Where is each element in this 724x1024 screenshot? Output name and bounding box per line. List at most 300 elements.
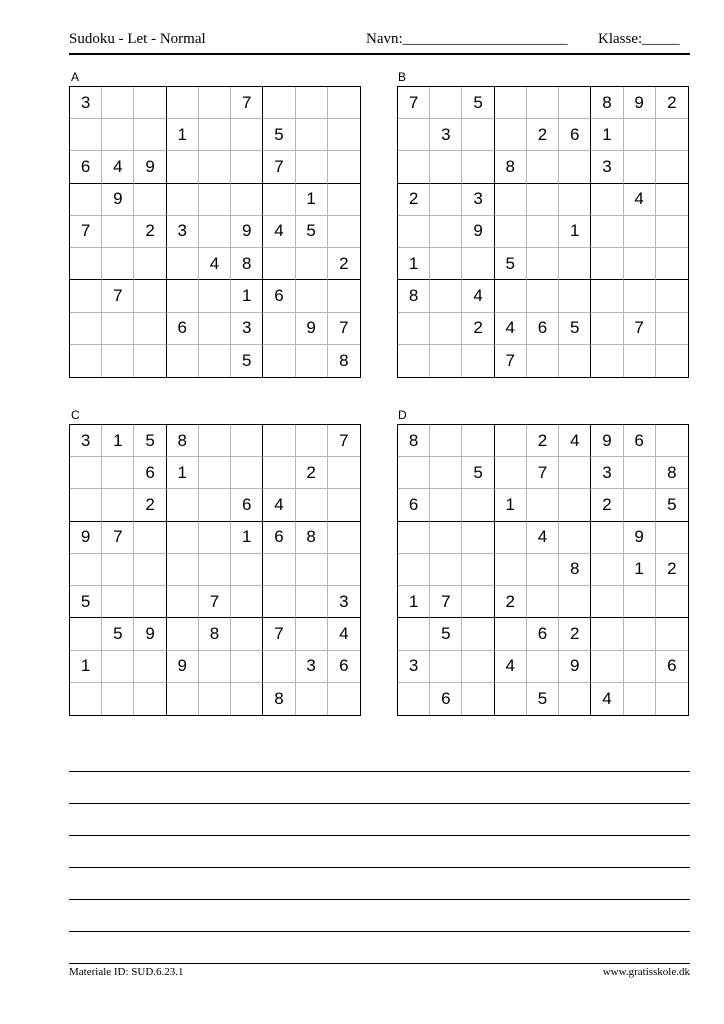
- sudoku-cell[interactable]: [559, 345, 591, 377]
- sudoku-cell[interactable]: [462, 119, 494, 151]
- sudoku-cell[interactable]: [624, 651, 656, 683]
- sudoku-cell[interactable]: 1: [167, 119, 199, 151]
- sudoku-cell[interactable]: [70, 184, 102, 216]
- sudoku-cell[interactable]: 1: [102, 425, 134, 457]
- sudoku-cell[interactable]: [656, 151, 688, 183]
- sudoku-cell[interactable]: 5: [231, 345, 263, 377]
- sudoku-cell[interactable]: [199, 651, 231, 683]
- sudoku-cell[interactable]: [231, 119, 263, 151]
- sudoku-cell[interactable]: [102, 683, 134, 715]
- sudoku-cell[interactable]: [462, 683, 494, 715]
- sudoku-cell[interactable]: [559, 586, 591, 618]
- sudoku-cell[interactable]: [70, 457, 102, 489]
- sudoku-cell[interactable]: [70, 248, 102, 280]
- sudoku-cell[interactable]: 4: [328, 618, 360, 650]
- sudoku-cell[interactable]: [199, 313, 231, 345]
- sudoku-cell[interactable]: [559, 184, 591, 216]
- sudoku-cell[interactable]: [263, 87, 295, 119]
- sudoku-cell[interactable]: [134, 651, 166, 683]
- sudoku-cell[interactable]: [559, 87, 591, 119]
- sudoku-cell[interactable]: 1: [296, 184, 328, 216]
- sudoku-cell[interactable]: 8: [339, 350, 349, 370]
- sudoku-cell[interactable]: [231, 586, 263, 618]
- sudoku-cell[interactable]: [328, 522, 360, 554]
- sudoku-cell[interactable]: [495, 216, 527, 248]
- sudoku-cell[interactable]: [328, 280, 360, 312]
- sudoku-cell[interactable]: [559, 457, 591, 489]
- sudoku-cell[interactable]: [102, 87, 134, 119]
- sudoku-cell[interactable]: [102, 457, 134, 489]
- sudoku-cell[interactable]: [70, 280, 102, 312]
- sudoku-cell[interactable]: 2: [134, 489, 166, 521]
- sudoku-cell[interactable]: [527, 151, 559, 183]
- sudoku-cell[interactable]: 9: [296, 313, 328, 345]
- sudoku-cell[interactable]: [398, 618, 430, 650]
- sudoku-cell[interactable]: [495, 87, 527, 119]
- sudoku-cell[interactable]: [134, 554, 166, 586]
- sudoku-cell[interactable]: [430, 248, 462, 280]
- sudoku-cell[interactable]: 5: [134, 425, 166, 457]
- sudoku-cell[interactable]: 7: [199, 586, 231, 618]
- sudoku-cell[interactable]: [656, 618, 688, 650]
- sudoku-cell[interactable]: [527, 586, 559, 618]
- sudoku-cell[interactable]: [263, 313, 295, 345]
- sudoku-cell[interactable]: 6: [527, 313, 559, 345]
- sudoku-cell[interactable]: [199, 554, 231, 586]
- sudoku-cell[interactable]: 8: [199, 618, 231, 650]
- sudoku-cell[interactable]: 2: [134, 216, 166, 248]
- sudoku-cell[interactable]: [559, 522, 591, 554]
- sudoku-cell[interactable]: [591, 216, 623, 248]
- sudoku-cell[interactable]: 8: [263, 683, 295, 715]
- sudoku-cell[interactable]: [527, 248, 559, 280]
- sudoku-cell[interactable]: 6: [328, 651, 360, 683]
- sudoku-cell[interactable]: [167, 683, 199, 715]
- sudoku-cell[interactable]: [430, 313, 462, 345]
- sudoku-cell[interactable]: [199, 457, 231, 489]
- sudoku-cell[interactable]: 9: [231, 216, 263, 248]
- sudoku-cell[interactable]: 8: [656, 457, 688, 489]
- sudoku-cell[interactable]: [591, 248, 623, 280]
- sudoku-cell[interactable]: [527, 280, 559, 312]
- sudoku-cell[interactable]: 7: [624, 313, 656, 345]
- sudoku-cell[interactable]: [167, 280, 199, 312]
- sudoku-cell[interactable]: 7: [70, 216, 102, 248]
- sudoku-cell[interactable]: [167, 345, 199, 377]
- sudoku-cell[interactable]: [70, 119, 102, 151]
- sudoku-cell[interactable]: [430, 457, 462, 489]
- sudoku-cell[interactable]: [591, 184, 623, 216]
- sudoku-cell[interactable]: 1: [559, 216, 591, 248]
- sudoku-cell[interactable]: [462, 554, 494, 586]
- sudoku-cell[interactable]: [527, 184, 559, 216]
- sudoku-cell[interactable]: [70, 683, 102, 715]
- sudoku-cell[interactable]: 7: [263, 618, 295, 650]
- sudoku-cell[interactable]: [430, 425, 462, 457]
- sudoku-cell[interactable]: [102, 345, 134, 377]
- sudoku-cell[interactable]: [527, 651, 559, 683]
- sudoku-cell[interactable]: 9: [624, 522, 656, 554]
- sudoku-cell[interactable]: [167, 87, 199, 119]
- sudoku-cell[interactable]: [231, 184, 263, 216]
- sudoku-cell[interactable]: 7: [527, 457, 559, 489]
- sudoku-cell[interactable]: [296, 586, 328, 618]
- sudoku-cell[interactable]: [398, 554, 430, 586]
- sudoku-cell[interactable]: [398, 345, 430, 377]
- sudoku-cell[interactable]: [134, 248, 166, 280]
- website-link[interactable]: www.gratisskole.dk: [602, 966, 690, 978]
- sudoku-cell[interactable]: [527, 489, 559, 521]
- sudoku-cell[interactable]: [559, 489, 591, 521]
- sudoku-cell[interactable]: [624, 216, 656, 248]
- sudoku-cell[interactable]: 9: [167, 651, 199, 683]
- sudoku-cell[interactable]: [167, 554, 199, 586]
- sudoku-cell[interactable]: [263, 554, 295, 586]
- sudoku-cell[interactable]: 1: [167, 457, 199, 489]
- sudoku-cell[interactable]: [656, 216, 688, 248]
- sudoku-cell[interactable]: 1: [495, 489, 527, 521]
- sudoku-cell[interactable]: 6: [167, 313, 199, 345]
- sudoku-cell[interactable]: 7: [102, 522, 134, 554]
- sudoku-cell[interactable]: [263, 345, 295, 377]
- sudoku-cell[interactable]: [495, 554, 527, 586]
- sudoku-cell[interactable]: [199, 489, 231, 521]
- sudoku-cell[interactable]: [296, 119, 328, 151]
- sudoku-cell[interactable]: [656, 248, 688, 280]
- sudoku-cell[interactable]: [296, 425, 328, 457]
- sudoku-cell[interactable]: 7: [328, 313, 360, 345]
- sudoku-cell[interactable]: 2: [559, 618, 591, 650]
- sudoku-cell[interactable]: [328, 489, 360, 521]
- sudoku-cell[interactable]: 3: [231, 313, 263, 345]
- sudoku-cell[interactable]: [167, 151, 199, 183]
- sudoku-cell[interactable]: [624, 618, 656, 650]
- sudoku-cell[interactable]: [591, 586, 623, 618]
- sudoku-cell[interactable]: [134, 313, 166, 345]
- sudoku-cell[interactable]: [430, 345, 462, 377]
- sudoku-cell[interactable]: [70, 618, 102, 650]
- sudoku-cell[interactable]: 1: [231, 522, 263, 554]
- sudoku-cell[interactable]: [559, 683, 591, 715]
- sudoku-cell[interactable]: [656, 119, 688, 151]
- sudoku-cell[interactable]: [296, 280, 328, 312]
- sudoku-cell[interactable]: [495, 184, 527, 216]
- sudoku-cell[interactable]: [102, 313, 134, 345]
- sudoku-cell[interactable]: [328, 151, 360, 183]
- sudoku-cell[interactable]: [430, 216, 462, 248]
- sudoku-cell[interactable]: 8: [495, 151, 527, 183]
- sudoku-cell[interactable]: 2: [656, 554, 688, 586]
- sudoku-cell[interactable]: [462, 248, 494, 280]
- sudoku-cell[interactable]: [430, 87, 462, 119]
- sudoku-cell[interactable]: [462, 586, 494, 618]
- sudoku-cell[interactable]: [134, 586, 166, 618]
- sudoku-cell[interactable]: 4: [263, 489, 295, 521]
- sudoku-cell[interactable]: [102, 248, 134, 280]
- sudoku-cell[interactable]: 5: [462, 87, 494, 119]
- sudoku-cell[interactable]: [495, 425, 527, 457]
- sudoku-cell[interactable]: 5: [263, 119, 295, 151]
- sudoku-cell[interactable]: 6: [263, 522, 295, 554]
- sudoku-cell[interactable]: 8: [296, 522, 328, 554]
- sudoku-cell[interactable]: [70, 313, 102, 345]
- sudoku-cell[interactable]: 5: [296, 216, 328, 248]
- sudoku-cell[interactable]: 2: [328, 248, 360, 280]
- sudoku-cell[interactable]: [656, 683, 688, 715]
- sudoku-cell[interactable]: [624, 586, 656, 618]
- sudoku-cell[interactable]: 3: [591, 151, 623, 183]
- sudoku-cell[interactable]: [656, 313, 688, 345]
- sudoku-cell[interactable]: 4: [624, 184, 656, 216]
- sudoku-cell[interactable]: [462, 489, 494, 521]
- sudoku-cell[interactable]: 5: [70, 586, 102, 618]
- sudoku-cell[interactable]: [328, 457, 360, 489]
- sudoku-cell[interactable]: 5: [656, 489, 688, 521]
- sudoku-cell[interactable]: 2: [527, 119, 559, 151]
- sudoku-cell[interactable]: 9: [102, 184, 134, 216]
- sudoku-cell[interactable]: [559, 280, 591, 312]
- sudoku-cell[interactable]: [102, 651, 134, 683]
- sudoku-cell[interactable]: [167, 184, 199, 216]
- sudoku-cell[interactable]: 9: [134, 618, 166, 650]
- sudoku-cell[interactable]: [199, 87, 231, 119]
- sudoku-cell[interactable]: [591, 651, 623, 683]
- sudoku-cell[interactable]: [559, 248, 591, 280]
- sudoku-cell[interactable]: [398, 683, 430, 715]
- sudoku-cell[interactable]: [231, 151, 263, 183]
- sudoku-cell[interactable]: [328, 554, 360, 586]
- sudoku-cell[interactable]: [328, 87, 360, 119]
- sudoku-cell[interactable]: [199, 425, 231, 457]
- sudoku-cell[interactable]: [231, 651, 263, 683]
- sudoku-cell[interactable]: 7: [263, 151, 295, 183]
- sudoku-cell[interactable]: [263, 425, 295, 457]
- sudoku-cell[interactable]: [430, 651, 462, 683]
- sudoku-cell[interactable]: [462, 618, 494, 650]
- sudoku-cell[interactable]: 1: [591, 119, 623, 151]
- sudoku-cell[interactable]: [167, 489, 199, 521]
- sudoku-cell[interactable]: 6: [527, 618, 559, 650]
- sudoku-cell[interactable]: 5: [102, 618, 134, 650]
- sudoku-cell[interactable]: 6: [231, 489, 263, 521]
- sudoku-cell[interactable]: [495, 280, 527, 312]
- sudoku-cell[interactable]: [624, 683, 656, 715]
- sudoku-cell[interactable]: [559, 151, 591, 183]
- sudoku-cell[interactable]: 3: [398, 651, 430, 683]
- sudoku-cell[interactable]: 7: [495, 345, 527, 377]
- sudoku-cell[interactable]: [398, 119, 430, 151]
- sudoku-cell[interactable]: 2: [398, 184, 430, 216]
- sudoku-cell[interactable]: [167, 522, 199, 554]
- sudoku-cell[interactable]: [495, 119, 527, 151]
- sudoku-cell[interactable]: [231, 425, 263, 457]
- sudoku-cell[interactable]: [591, 345, 623, 377]
- sudoku-cell[interactable]: [624, 280, 656, 312]
- sudoku-cell[interactable]: [296, 87, 328, 119]
- sudoku-cell[interactable]: [231, 457, 263, 489]
- sudoku-cell[interactable]: [656, 586, 688, 618]
- sudoku-cell[interactable]: 8: [559, 554, 591, 586]
- sudoku-cell[interactable]: [199, 522, 231, 554]
- sudoku-cell[interactable]: [430, 489, 462, 521]
- sudoku-cell[interactable]: [430, 184, 462, 216]
- sudoku-cell[interactable]: [134, 184, 166, 216]
- sudoku-cell[interactable]: [328, 184, 360, 216]
- sudoku-cell[interactable]: 4: [495, 651, 527, 683]
- sudoku-cell[interactable]: [70, 489, 102, 521]
- sudoku-cell[interactable]: [70, 345, 102, 377]
- sudoku-cell[interactable]: [296, 489, 328, 521]
- sudoku-cell[interactable]: 1: [231, 280, 263, 312]
- sudoku-cell[interactable]: [527, 345, 559, 377]
- sudoku-cell[interactable]: [199, 151, 231, 183]
- sudoku-cell[interactable]: [134, 280, 166, 312]
- sudoku-cell[interactable]: [591, 280, 623, 312]
- sudoku-cell[interactable]: [231, 683, 263, 715]
- sudoku-cell[interactable]: 7: [328, 425, 360, 457]
- sudoku-cell[interactable]: [624, 345, 656, 377]
- sudoku-cell[interactable]: [102, 216, 134, 248]
- sudoku-cell[interactable]: [296, 683, 328, 715]
- sudoku-cell[interactable]: [134, 683, 166, 715]
- sudoku-cell[interactable]: 1: [398, 586, 430, 618]
- sudoku-cell[interactable]: 9: [462, 216, 494, 248]
- sudoku-cell[interactable]: 8: [591, 87, 623, 119]
- sudoku-cell[interactable]: [430, 522, 462, 554]
- sudoku-cell[interactable]: 9: [134, 151, 166, 183]
- sudoku-cell[interactable]: [495, 683, 527, 715]
- sudoku-cell[interactable]: [430, 280, 462, 312]
- sudoku-cell[interactable]: [656, 425, 688, 457]
- sudoku-cell[interactable]: 5: [462, 457, 494, 489]
- sudoku-cell[interactable]: 9: [591, 425, 623, 457]
- sudoku-cell[interactable]: [102, 119, 134, 151]
- sudoku-cell[interactable]: [527, 554, 559, 586]
- sudoku-cell[interactable]: [656, 184, 688, 216]
- sudoku-cell[interactable]: 3: [591, 457, 623, 489]
- sudoku-cell[interactable]: [591, 618, 623, 650]
- sudoku-cell[interactable]: [263, 457, 295, 489]
- sudoku-cell[interactable]: [398, 313, 430, 345]
- sudoku-cell[interactable]: 6: [559, 119, 591, 151]
- sudoku-cell[interactable]: [624, 248, 656, 280]
- sudoku-cell[interactable]: 4: [495, 313, 527, 345]
- sudoku-cell[interactable]: [134, 87, 166, 119]
- sudoku-cell[interactable]: 9: [559, 651, 591, 683]
- sudoku-cell[interactable]: [231, 554, 263, 586]
- sudoku-cell[interactable]: 4: [199, 248, 231, 280]
- sudoku-cell[interactable]: 4: [462, 280, 494, 312]
- sudoku-cell[interactable]: 3: [296, 651, 328, 683]
- sudoku-cell[interactable]: [296, 151, 328, 183]
- sudoku-cell[interactable]: [199, 280, 231, 312]
- sudoku-cell[interactable]: 8: [231, 248, 263, 280]
- sudoku-cell[interactable]: 3: [462, 184, 494, 216]
- sudoku-cell[interactable]: [263, 651, 295, 683]
- sudoku-cell[interactable]: 4: [559, 425, 591, 457]
- sudoku-cell[interactable]: [624, 119, 656, 151]
- sudoku-cell[interactable]: [328, 683, 360, 715]
- sudoku-cell[interactable]: 8: [167, 425, 199, 457]
- sudoku-cell[interactable]: 6: [70, 151, 102, 183]
- sudoku-cell[interactable]: [296, 554, 328, 586]
- sudoku-cell[interactable]: [70, 554, 102, 586]
- sudoku-cell[interactable]: 3: [70, 87, 102, 119]
- sudoku-cell[interactable]: 3: [167, 216, 199, 248]
- sudoku-cell[interactable]: 4: [591, 683, 623, 715]
- sudoku-cell[interactable]: [398, 151, 430, 183]
- sudoku-cell[interactable]: [231, 618, 263, 650]
- sudoku-cell[interactable]: 5: [430, 618, 462, 650]
- sudoku-cell[interactable]: 2: [296, 457, 328, 489]
- sudoku-cell[interactable]: [398, 457, 430, 489]
- sudoku-cell[interactable]: 2: [591, 489, 623, 521]
- sudoku-cell[interactable]: 2: [495, 586, 527, 618]
- sudoku-cell[interactable]: [398, 522, 430, 554]
- sudoku-cell[interactable]: [296, 248, 328, 280]
- sudoku-cell[interactable]: [263, 248, 295, 280]
- sudoku-cell[interactable]: [167, 248, 199, 280]
- sudoku-cell[interactable]: [430, 151, 462, 183]
- sudoku-cell[interactable]: [430, 554, 462, 586]
- sudoku-cell[interactable]: [199, 119, 231, 151]
- sudoku-cell[interactable]: 9: [70, 522, 102, 554]
- sudoku-cell[interactable]: [495, 457, 527, 489]
- sudoku-cell[interactable]: [624, 489, 656, 521]
- sudoku-cell[interactable]: [328, 216, 360, 248]
- sudoku-cell[interactable]: 7: [430, 586, 462, 618]
- sudoku-cell[interactable]: [656, 345, 688, 377]
- sudoku-cell[interactable]: [102, 554, 134, 586]
- sudoku-cell[interactable]: [328, 119, 360, 151]
- sudoku-cell[interactable]: 1: [624, 554, 656, 586]
- sudoku-cell[interactable]: 5: [527, 683, 559, 715]
- sudoku-cell[interactable]: [296, 345, 328, 377]
- sudoku-cell[interactable]: [263, 586, 295, 618]
- sudoku-cell[interactable]: [462, 425, 494, 457]
- sudoku-cell[interactable]: 7: [102, 280, 134, 312]
- sudoku-cell[interactable]: 3: [328, 586, 360, 618]
- sudoku-cell[interactable]: [199, 216, 231, 248]
- sudoku-cell[interactable]: [134, 345, 166, 377]
- sudoku-cell[interactable]: [527, 87, 559, 119]
- sudoku-cell[interactable]: 6: [430, 683, 462, 715]
- sudoku-cell[interactable]: [656, 280, 688, 312]
- sudoku-cell[interactable]: [134, 119, 166, 151]
- sudoku-cell[interactable]: 1: [398, 248, 430, 280]
- sudoku-cell[interactable]: [495, 522, 527, 554]
- sudoku-cell[interactable]: 4: [527, 522, 559, 554]
- sudoku-cell[interactable]: 2: [656, 87, 688, 119]
- sudoku-cell[interactable]: [134, 522, 166, 554]
- sudoku-cell[interactable]: 9: [624, 87, 656, 119]
- sudoku-cell[interactable]: 5: [495, 248, 527, 280]
- sudoku-cell[interactable]: [102, 489, 134, 521]
- sudoku-cell[interactable]: [591, 554, 623, 586]
- sudoku-cell[interactable]: 7: [231, 87, 263, 119]
- sudoku-cell[interactable]: [263, 184, 295, 216]
- sudoku-cell[interactable]: [624, 457, 656, 489]
- sudoku-cell[interactable]: 3: [70, 425, 102, 457]
- sudoku-cell[interactable]: 4: [263, 216, 295, 248]
- sudoku-cell[interactable]: [102, 586, 134, 618]
- sudoku-cell[interactable]: [624, 151, 656, 183]
- sudoku-cell[interactable]: [656, 522, 688, 554]
- sudoku-cell[interactable]: 8: [398, 280, 430, 312]
- sudoku-cell[interactable]: [199, 184, 231, 216]
- sudoku-cell[interactable]: 6: [263, 280, 295, 312]
- sudoku-cell[interactable]: [296, 618, 328, 650]
